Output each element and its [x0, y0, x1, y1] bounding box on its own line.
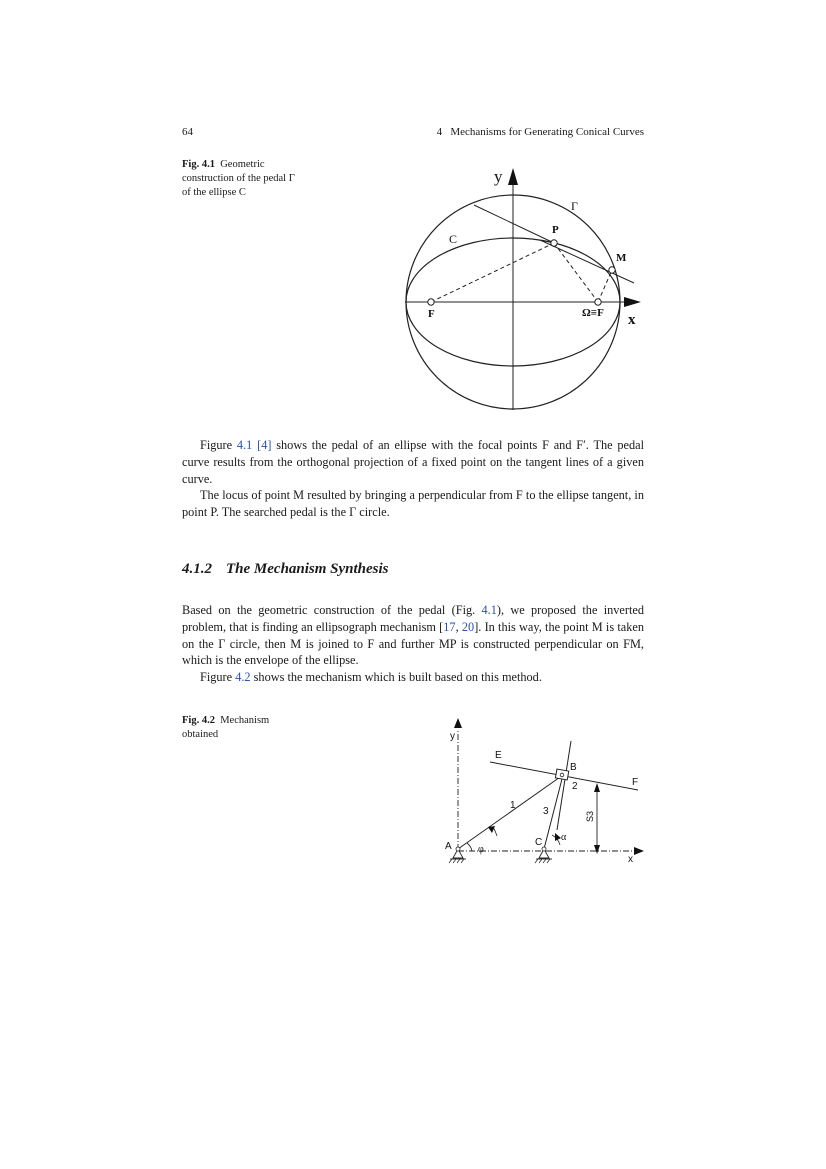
angle-phi-arc	[467, 843, 472, 851]
mech-label-2: 2	[572, 781, 578, 792]
figure-4-2-caption-line-2: obtained	[182, 729, 219, 740]
figure-4-2-caption	[182, 714, 342, 742]
line-b-vertical	[557, 741, 571, 830]
line-to-p	[474, 205, 554, 243]
citation-20-link[interactable]: 20	[461, 619, 475, 634]
p1-text-a: Figure	[200, 438, 237, 452]
label-f: F	[428, 308, 435, 320]
dashed-fp	[431, 243, 554, 302]
point-f	[428, 299, 434, 305]
fig-4-2-ref-link[interactable]: 4.2	[235, 670, 251, 685]
figure-4-1-diagram	[395, 160, 655, 445]
mech-label-e: E	[495, 750, 502, 761]
section-title: The Mechanism Synthesis	[226, 561, 389, 577]
figure-4-1-caption-line-2: construction of the pedal Γ	[182, 173, 295, 184]
mech-label-c: C	[535, 837, 543, 848]
p1-text-c: shows the pedal of an ellipse with the focal points F and F′. The pedal curve results from the orthogonal projection of a fixed point on the tangent lines of a given curve.	[182, 438, 644, 486]
figure-4-1-caption-line-3: of the ellipse C	[182, 187, 246, 198]
label-c: C	[449, 232, 458, 246]
p2-text-c: ,	[455, 619, 462, 634]
figure-4-2-label: Fig. 4.2	[182, 715, 215, 726]
label-y: y	[494, 167, 503, 186]
figure-4-1-caption	[182, 158, 342, 200]
mech-label-1: 1	[510, 800, 516, 811]
section-heading	[182, 561, 389, 578]
label-m: M	[616, 252, 627, 264]
figure-4-2-diagram	[435, 712, 660, 877]
mech-label-alpha: α	[561, 832, 567, 843]
paragraph-2	[182, 602, 644, 686]
mech-label-phi: φ	[478, 844, 484, 855]
label-x: x	[628, 312, 636, 328]
x-axis-arrow-icon	[624, 297, 641, 307]
paragraph-1	[182, 437, 644, 521]
mech-label-x: x	[628, 854, 633, 865]
section-number: 4.1.2	[182, 561, 212, 577]
p2-line2-b: shows the mechanism which is built based on this method.	[250, 670, 542, 685]
point-m	[609, 267, 615, 273]
mech-label-s3: S3	[585, 810, 595, 822]
figure-4-2-caption-line-1: Mechanism	[220, 715, 270, 726]
dashed-p-omega	[554, 243, 598, 302]
p2-text-b: ), we proposed the inverted problem, that is finding an ellipsograph mechanism [	[182, 603, 644, 634]
point-omega	[595, 299, 601, 305]
figure-4-1-caption-line-1: Geometric	[220, 159, 265, 170]
mech-label-f: F	[632, 777, 639, 788]
fig-4-1-ref-link[interactable]: 4.1	[236, 438, 253, 452]
fig-4-1-ref-link-2[interactable]: 4.1	[481, 603, 497, 617]
label-omega-f: Ω≡F	[582, 307, 604, 319]
label-gamma: Γ	[571, 199, 578, 213]
label-p: P	[552, 224, 559, 236]
mech-label-a: A	[445, 841, 452, 852]
point-p	[551, 240, 557, 246]
citation-4-link[interactable]: [4]	[257, 438, 272, 452]
figure-4-1-label: Fig. 4.1	[182, 159, 215, 170]
p2-line2-a: Figure	[200, 670, 236, 685]
joint-b	[560, 773, 564, 777]
mech-label-3: 3	[543, 806, 549, 817]
p2-text-a: Based on the geometric construction of the pedal (Fig.	[182, 603, 482, 617]
mech-y-arrow-icon	[454, 718, 462, 728]
s3-arrow-down-icon	[594, 845, 600, 854]
mech-label-b: B	[570, 762, 577, 773]
citation-17-link[interactable]: 17	[443, 619, 456, 634]
running-title: 4 Mechanisms for Generating Conical Curves	[436, 126, 644, 138]
mech-label-y: y	[450, 731, 455, 742]
page-number: 64	[182, 126, 193, 138]
p1-second-paragraph: The locus of point M resulted by bringing a perpendicular from F to the ellipse tangent, in point P. The searched pedal is the Γ circle.	[182, 488, 644, 520]
dashed-omega-m	[598, 270, 612, 302]
s3-arrow-up-icon	[594, 783, 600, 792]
p2-text-d: ]. In this way, the point M is taken on the Γ circle, then M is joined to F and further MP is constructed perpendicular on FM, which is the envelope of the ellipse.	[182, 619, 644, 668]
y-axis-arrow-icon	[508, 168, 518, 185]
support-c-icon	[535, 847, 552, 863]
mech-x-arrow-icon	[634, 847, 644, 855]
